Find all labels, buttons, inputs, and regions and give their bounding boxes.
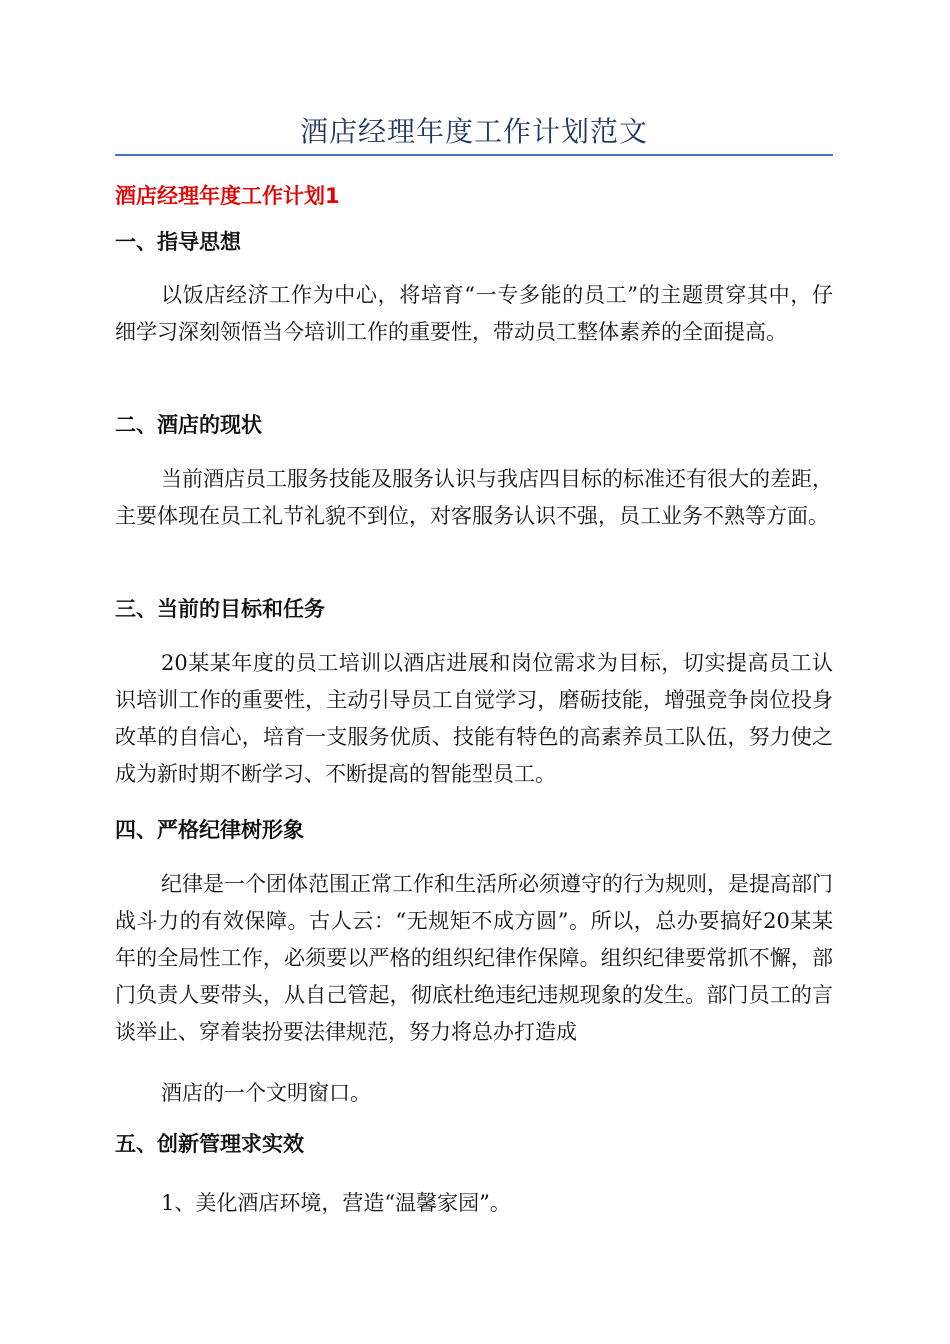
section-heading-3: 三、当前的目标和任务 bbox=[115, 597, 325, 621]
document-subtitle: 酒店经理年度工作计划1 bbox=[115, 184, 340, 208]
section-paragraph-1: 以饭店经济工作为中心，将培育“一专多能的员工”的主题贯穿其中，仔细学习深刻领悟当今培训工作的重要性，带动员工整体素养的全面提高。 bbox=[115, 283, 833, 344]
section-paragraph-5: 1、美化酒店环境，营造“温馨家园”。 bbox=[161, 1191, 511, 1215]
section-paragraph-2: 当前酒店员工服务技能及服务认识与我店四目标的标准还有很大的差距，主要体现在员工礼节礼貌不到位，对客服务认识不强，员工业务不熟等方面。 bbox=[115, 467, 833, 528]
section-heading-4: 四、严格纪律树形象 bbox=[115, 818, 304, 842]
title-underline bbox=[115, 154, 833, 156]
document-title: 酒店经理年度工作计划范文 bbox=[299, 115, 648, 148]
section-paragraph-3: 20某某年度的员工培训以酒店进展和岗位需求为目标，切实提高员工认识培训工作的重要性，主动引导员工自觉学习，磨砺技能，增强竞争岗位投身改革的自信心，培育一支服务优质、技能有特色的高素养员工队伍，努力使之成为新时期不断学习、不断提高的智能型员工。 bbox=[115, 651, 833, 786]
section-paragraph-4b: 酒店的一个文明窗口。 bbox=[161, 1081, 371, 1105]
section-paragraph-4a: 纪律是一个团体范围正常工作和生活所必须遵守的行为规则，是提高部门战斗力的有效保障。古人云：“无规矩不成方圆”。所以，总办要搞好20某某年的全局性工作，必须要以严格的组织纪律作保障。组织纪律要常抓不懈，部门负责人要带头，从自己管起，彻底杜绝违纪违规现象的发生。部门员工的言谈举止、穿着装扮要法律规范，努力将总办打造成 bbox=[115, 872, 833, 1044]
section-heading-2: 二、酒店的现状 bbox=[115, 413, 262, 437]
section-heading-1: 一、指导思想 bbox=[115, 230, 241, 254]
section-heading-5: 五、创新管理求实效 bbox=[115, 1132, 304, 1156]
